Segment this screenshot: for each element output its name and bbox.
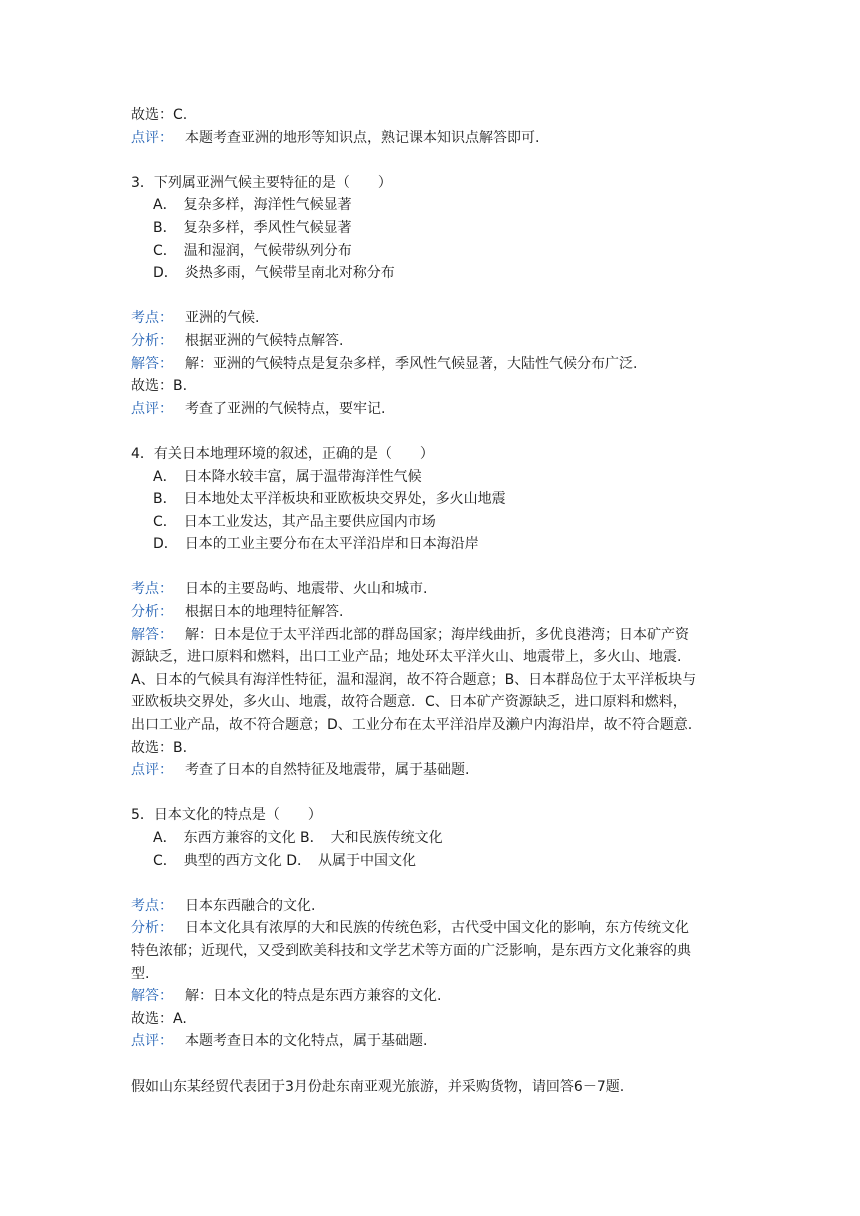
question-4-option-b: B． 日本地处太平洋板块和亚欧板块交界处，多火山地震 <box>153 491 506 508</box>
question-4-option-a: A． 日本降水较丰富，属于温带海洋性气候 <box>153 468 422 485</box>
question-3-answer: 故选：B. <box>131 378 188 395</box>
question-4-option-c: C． 日本工业发达，其产品主要供应国内市场 <box>153 513 436 530</box>
jieda-text: 解：日本是位于太平洋西北部的群岛国家；海岸线曲折，多优良港湾；日本矿产资 <box>185 626 689 643</box>
review-label: 点评： <box>131 1033 173 1050</box>
question-3-stem: 3．下列属亚洲气候主要特征的是（ ） <box>131 174 392 191</box>
question-5-fenxi <box>131 917 741 940</box>
question-3-option-b: B． 复杂多样，季风性气候显著 <box>153 219 352 236</box>
question-5-kaodian <box>131 895 741 918</box>
question-3-review <box>131 398 741 421</box>
review-text: 本题考查日本的文化特点，属于基础题. <box>185 1033 428 1050</box>
jieda-continuation: 源缺乏，进口原料和燃料，出口工业产品；地处环太平洋火山、地震带上，多火山、地震. <box>131 649 682 666</box>
question-5-stem: 5．日本文化的特点是（ ） <box>131 807 322 824</box>
review-text: 本题考查亚洲的地形等知识点，熟记课本知识点解答即可. <box>185 129 540 146</box>
jieda-continuation: 亚欧板块交界处，多火山、地震，故符合题意．C、日本矿产资源缺乏，进口原料和燃料， <box>131 694 687 711</box>
kaodian-text: 日本的主要岛屿、地震带、火山和城市. <box>185 581 428 598</box>
review-text: 考查了日本的自然特征及地震带，属于基础题. <box>185 762 470 779</box>
jieda-continuation: A、日本的气候具有海洋性特征，温和湿润，故不符合题意；B、日本群岛位于太平洋板块与 <box>131 671 697 688</box>
question-5-options-row-1: A． 东西方兼容的文化 B． 大和民族传统文化 <box>153 830 443 846</box>
question-5-answer: 故选：A. <box>131 1010 187 1027</box>
question-4-review <box>131 759 741 782</box>
review-label: 点评： <box>131 400 173 417</box>
fenxi-text: 根据日本的地理特征解答. <box>185 604 344 621</box>
question-4-kaodian <box>131 578 741 601</box>
kaodian-label: 考点： <box>131 310 173 327</box>
jieda-text: 解：日本文化的特点是东西方兼容的文化. <box>185 988 442 1005</box>
review-line <box>131 127 741 150</box>
review-text: 考查了亚洲的气候特点，要牢记. <box>185 400 386 417</box>
question-3-option-d: D． 炎热多雨，气候带呈南北对称分布 <box>153 265 395 282</box>
answer-line: 故选：C. <box>131 107 188 123</box>
fenxi-label: 分析： <box>131 604 173 621</box>
question-3-fenxi <box>131 330 741 353</box>
question-4-jieda <box>131 624 741 647</box>
question-5-options-row-2: C． 典型的西方文化 D． 从属于中国文化 <box>153 852 417 869</box>
question-3-jieda <box>131 353 741 376</box>
question-3-kaodian <box>131 307 741 330</box>
question-5-review <box>131 1030 741 1053</box>
section-intro: 假如山东某经贸代表团于3月份赴东南亚观光旅游，并采购货物，请回答6－7题. <box>131 1078 625 1095</box>
jieda-label: 解答： <box>131 988 173 1005</box>
question-5-jieda <box>131 985 741 1008</box>
fenxi-text: 根据亚洲的气候特点解答. <box>185 332 344 349</box>
kaodian-label: 考点： <box>131 897 173 914</box>
question-3-option-c: C． 温和湿润，气候带纵列分布 <box>153 242 352 259</box>
document-page <box>131 104 741 1098</box>
review-label: 点评： <box>131 762 173 779</box>
fenxi-text: 日本文化具有浓厚的大和民族的传统色彩，古代受中国文化的影响，东方传统文化 <box>185 920 689 937</box>
fenxi-label: 分析： <box>131 332 173 349</box>
kaodian-label: 考点： <box>131 581 173 598</box>
jieda-continuation: 出口工业产品，故不符合题意；D、工业分布在太平洋沿岸及濑户内海沿岸，故不符合题意. <box>131 717 693 734</box>
jieda-label: 解答： <box>131 626 173 643</box>
review-label: 点评： <box>131 129 173 146</box>
question-4-option-d: D． 日本的工业主要分布在太平洋沿岸和日本海沿岸 <box>153 536 479 553</box>
question-4-fenxi <box>131 601 741 624</box>
fenxi-continuation: 特色浓郁；近现代，又受到欧美科技和文学艺术等方面的广泛影响，是东西方文化兼容的典 <box>131 942 691 959</box>
question-3-option-a: A． 复杂多样，海洋性气候显著 <box>153 197 352 214</box>
jieda-label: 解答： <box>131 355 173 372</box>
kaodian-text: 亚洲的气候. <box>185 310 260 327</box>
question-4-stem: 4．有关日本地理环境的叙述，正确的是（ ） <box>131 445 434 462</box>
jieda-text: 解：亚洲的气候特点是复杂多样，季风性气候显著，大陆性气候分布广泛. <box>185 355 638 372</box>
question-4-answer: 故选：B. <box>131 739 188 756</box>
fenxi-label: 分析： <box>131 920 173 937</box>
kaodian-text: 日本东西融合的文化. <box>185 897 316 914</box>
fenxi-continuation: 型. <box>131 965 150 982</box>
